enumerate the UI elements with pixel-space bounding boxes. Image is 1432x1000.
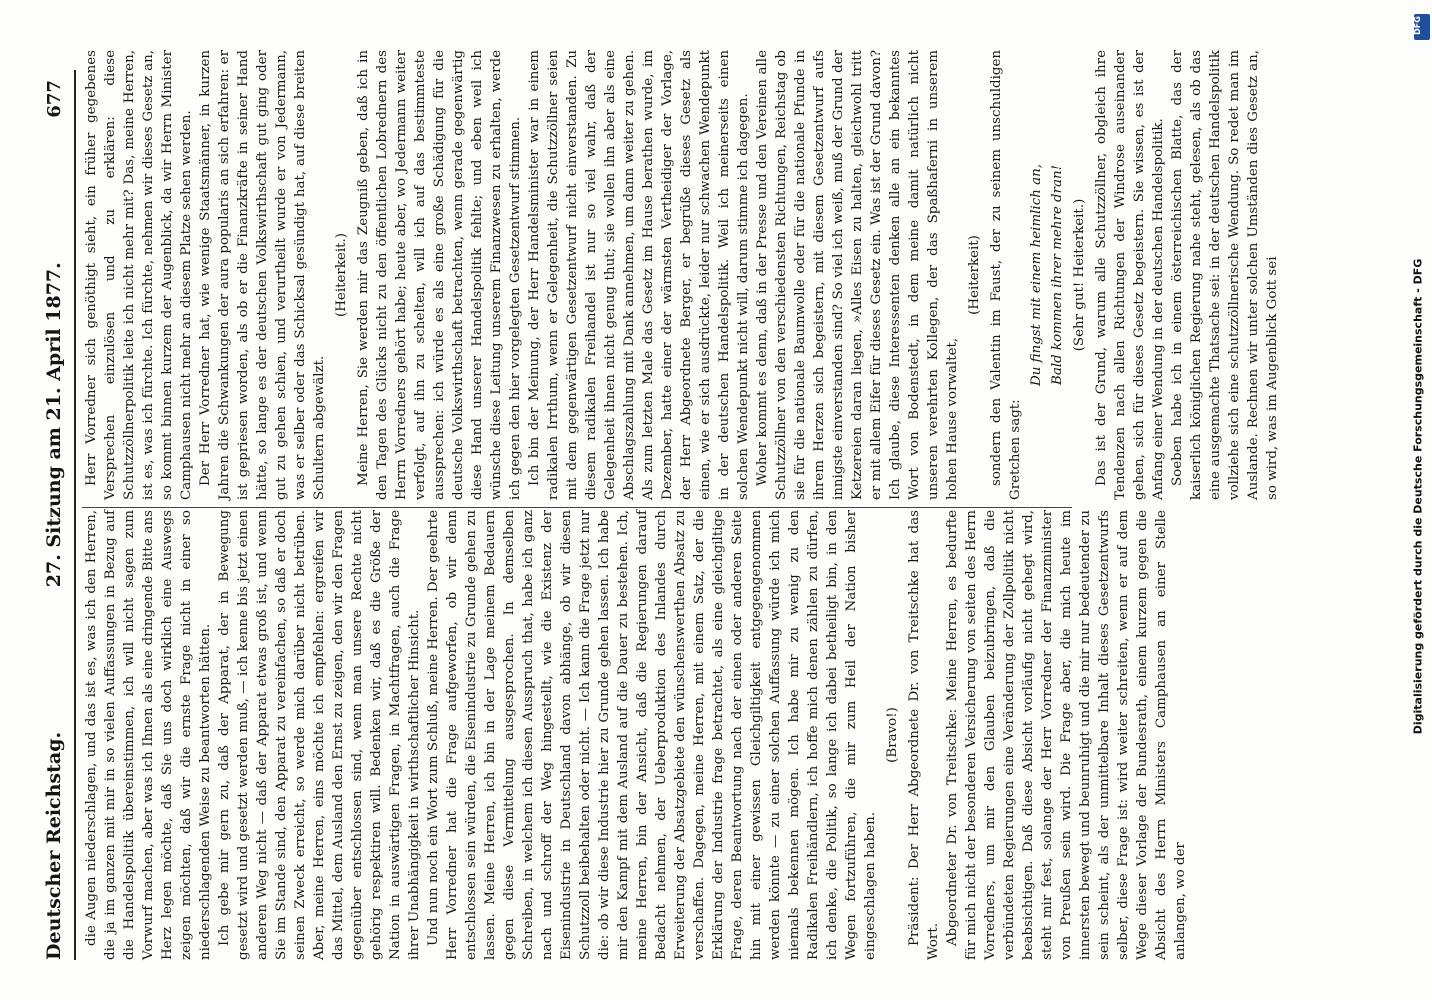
page-header: [40, 80, 68, 960]
left-paragraph: die Augen niederschlagen, und das ist es, was ich den Herren, die ja im ganzen mit mir in so vielen Auffassungen in Bezug auf die Handelspolitik übereinstimmen, ich will nicht sagen zum Vorwurf machen, aber was ich Ihnen als eine dringende Bitte ans Herz legen möchte, daß Sie uns doch wirklich eine Auswegs zeigen möchten, daß wir die ernste Frage nicht in einer so niederschlagenden Weise zu beantworten hätten.: [84, 510, 213, 960]
heiterkeit-note: (Heiterkeit): [967, 235, 982, 315]
president-paragraph: Präsident: Der Herr Abgeordnete Dr. von Treitschke hat das Wort.: [907, 510, 941, 960]
right-column: [82, 50, 1280, 500]
left-column: [82, 509, 1188, 960]
bravo-note: (Bravo!): [885, 707, 900, 763]
right-paragraph: Ich bin der Meinung, der Herr Handelsminister war in einem radikalen Irrthum, wenn er Gelegenheit, die Schutzzöllner seien mit dem gegenwärtigen Gesetzentwurf nicht einverstanden. Zu diesem radikalen Freihandel ist nur so viel wahr, daß der Gelegenheit ihnen nicht genug thut; sie wollen ihn aber als eine Abschlagszahlung mit Dank annehmen, um dann weiter zu gehen. Als zum letzten Male das Gesetz im Hause berathen wurde, im Dezember, hatte einer der wärmsten Vertheidiger der Vorlage, der Herr Abgeordnete Berger, er begrüße dieses Gesetz als einen, wie er sich ausdrückte, leider nur schwachen Wendepunkt in der deutschen Handelspolitik. Weil ich meinerseits einen solchen Wendepunkt nicht will, darum stimme ich dagegen.: [527, 50, 751, 500]
right-paragraph: sondern den Valentin im Faust, der zu seinem unschuldigen Gretchen sagt:: [989, 50, 1023, 500]
right-paragraph: Woher kommt es denn, daß in der Presse und den Vereinen alle Schutzzöllner von den verschiedensten Richtungen, Reichstag ob sie für die nationale Baumwolle oder für die nationale Pfunde in ihrem Herzen sich begeistern, mit diesem Gesetzentwurf aufs innigste einverstanden sind? So viel ich weiß, muß der Grund der Ketzereien daran liegen, »Alles Eisen zu halten, gleichwohl tritt er mit allem Eifer für dieses Gesetz ein. Was ist der Grund davon? Ich glaube, diese Interessenten denken alle an ein bekanntes Wort von Bodenstedt, in dem meine damit natürlich nicht unseren verehrten Kollegen, der das Spaßhaferni in unserem hohen Hause vorwaltet,: [755, 50, 960, 500]
right-paragraph: Der Herr Vorredner hat, wie wenige Staatsmänner, in kurzen Jahren die Schwankungen der aura popularis an sich erfahren: er ist gepriesen worden, als ob er die Finanzkräfte in seiner Hand hätte, so lange es der deutschen Volkswirthschaft gut ging oder gut zu gehen schien, und verurtheilt wurde er von Jedermann, was er selber oder das Schicksal gesündigt hat, auf diese breiten Schultern abgewälzt.: [198, 50, 327, 500]
right-paragraph: Das ist der Grund, warum alle Schutzzöllner, obgleich ihre Tendenzen nach allen Richtungen der Windrose auseinander gehen, sich für dieses Gesetz begeistern. Sie wissen, es ist der Anfang einer Wendung in der deutschen Handelspolitik.: [1094, 50, 1166, 500]
faust-quote-line: Bald kommen ihrer mehre dran!: [1050, 165, 1065, 385]
right-paragraph: Meine Herren, Sie werden mir das Zeugniß geben, daß ich in den Tagen des Glücks nicht zu den öffentlichen Lobrednern des Herrn Vorredners gehört habe; heute aber, wo Jedermann weiter verfolgt, auf ihn zu schelten, will ich auf das bestimmteste aussprechen: ich würde es als eine große Schädigung für die deutsche Volkswirthschaft betrachten, wenn gerade gegenwärtig diese Hand unserer Handelspolitik fehlte; und eben weil ich wünsche diese Leitung unserem Finanzwesen zu erhalten, werde ich gegen den hier vorgelegten Gesetzentwurf stimmen.: [356, 50, 523, 500]
treitschke-paragraph: Abgeordneter Dr. von Treitschke: Meine Herren, es bedurfte für mich nicht der besonderen Versicherung von seiten des Herrn Vorredners, um mir den Glauben beizubringen, daß die verbündeten Regierungen eine Veränderung der Zollpolitik nicht beabsichtigen. Daß diese Absicht vorläufig nicht gehegt wird, steht mir fest, solange der Herr Vorredner der Finanzminister von Preußen sein wird. Die Frage aber, die mich heute im innersten bewegt und beunruhigt und die mir nur bedeutender zu sein scheint, als der unmittelbare Inhalt dieses Gesetzentwurfs selber, diese Frage ist: wird weiter schreiten, wenn er auf dem Wege dieser Vorlage der Bundesrath, einem kurzem gegen die Absicht des Herrn Ministers Camphausen an einer Stelle anlangen, wo der: [945, 509, 1188, 960]
faust-quote-line: Du fingst mit einem heimlich an,: [1029, 164, 1044, 386]
digitization-credit: [1408, 20, 1430, 980]
right-paragraph: Herr Vorredner sich genöthigt sieht, ein früher gegebenes Versprechen einzulösen und zu erklären: diese Schutzzöllnerpolitik leite ich nicht mehr mit? Das, meine Herren, ist es, was ich fürchte. Ich fürchte, nehmen wir dieses Gesetz an, so kommt binnen kurzem der Augenblick, da wir Herrn Minister Camphausen nicht mehr an diesem Platze sehen werden.: [84, 50, 194, 500]
dfg-logo: [1414, 14, 1430, 40]
right-paragraph: Soeben habe ich in einem österreichischen Blatte, das der kaiserlich königlichen Regierung nahe steht, gelesen, als ob das eine ausgemachte Thatsache sei: in der deutschen Handelspolitik vollziehe sich eine schutzzöllnerische Wendung. So redet man im Auslande. Rechnen wir unter solchen Umständen dies Gesetz an, so wird, was im Augenblick Gott sei: [1170, 50, 1280, 500]
digitization-credit-text: Digitalisierung gefördert durch die Deutsche Forschungsgemeinschaft - DFG: [1411, 258, 1425, 735]
column-divider: [82, 507, 1072, 508]
left-paragraph: Und nun noch ein Wort zum Schluß, meine Herren. Der geehrte Herr Vorredner hat die Frage aufgeworfen, ob wir denn entschlossen sein würden, die Eisenindustrie zu Grunde gehen zu lassen. Meine Herren, ich bin in der Lage meinem Bedauern gegen diese Vermittelung ausgesprochen. In demselben Schreiben, in welchem ich diesen Ausspruch that, habe ich ganz nach und schroff der Weg hingestellt, wie die Existenz der Eisenindustrie in Deutschland davon abhänge, ob wir diesen Schutzzoll beibehalten oder nicht. — Ich kann die Frage jetzt nur die: ob wir diese Industrie hier zu Grunde gehen lassen. Ich habe mir den Kampf mit dem Ausland auf die Dauer zu bestehen. Ich, meine Herren, bin der Ansicht, daß die Regierungen darauf Bedacht nehmen, der Ueberproduktion des Inlandes durch Erweiterung der Absatzgebiete den wünschenswerthen Absatz zu verschaffen. Dagegen, meine Herren, mit einem Satz, der die Erklärung der Industrie frage betrachtet, als eine gleichgiltige Frage, deren Beantwortung nach der einen oder anderen Seite hin mit einer gewissen Gleichgiltigkeit entgegengenommen werden könnte — zu einer solchen Auffassung würde ich mich niemals bekennen mögen. Ich habe mir zu wenig zu den Radikalen Freihändlern, ich hoffe mich denen zählen zu dürfen, ich denke, die Politik, so lange ich dabei betheiligt bin, in den Wegen fortzuführen, die mir zum Heil der Nation bisher eingeschlagen haben.: [426, 510, 878, 960]
heiterkeit-note: (Sehr gut! Heiterkeit.): [1072, 198, 1087, 352]
header-session-date: 27. Sitzung am 21. April 1877.: [43, 262, 65, 588]
heiterkeit-note: (Heiterkeit.): [334, 233, 349, 317]
left-paragraph: Ich gebe mir gern zu, daß der Apparat, der in Bewegung gesetzt wird und gesetzt werden muß, — ich kenne bis jetzt einen anderen Weg nicht — daß der Apparat etwas groß ist, und wenn Sie im Stande sind, den Apparat zu vereinfachen, so daß er doch seinen Zweck erreicht, so werde mich darüber nicht betrüben. Aber, meine Herren, eins möchte ich empfehlen: ergreifen wir das Mittel, dem Ausland den Ernst zu zeigen, den wir den Fragen gegenüber entschlossen sind, wenn man unsere Rechte nicht gehörig respektiren will. Bedenken wir, daß es die Größe der Nation in auswärtigen Fragen, in Machtfragen, auch die Frage ihrer Unabhängigkeit in wirthschaftlicher Hinsicht.: [217, 510, 422, 960]
dfg-logo-text: DFG: [1412, 16, 1422, 35]
page-number: 677: [43, 80, 65, 118]
header-left-title: Deutscher Reichstag.: [43, 731, 65, 960]
header-rule: [74, 70, 76, 960]
